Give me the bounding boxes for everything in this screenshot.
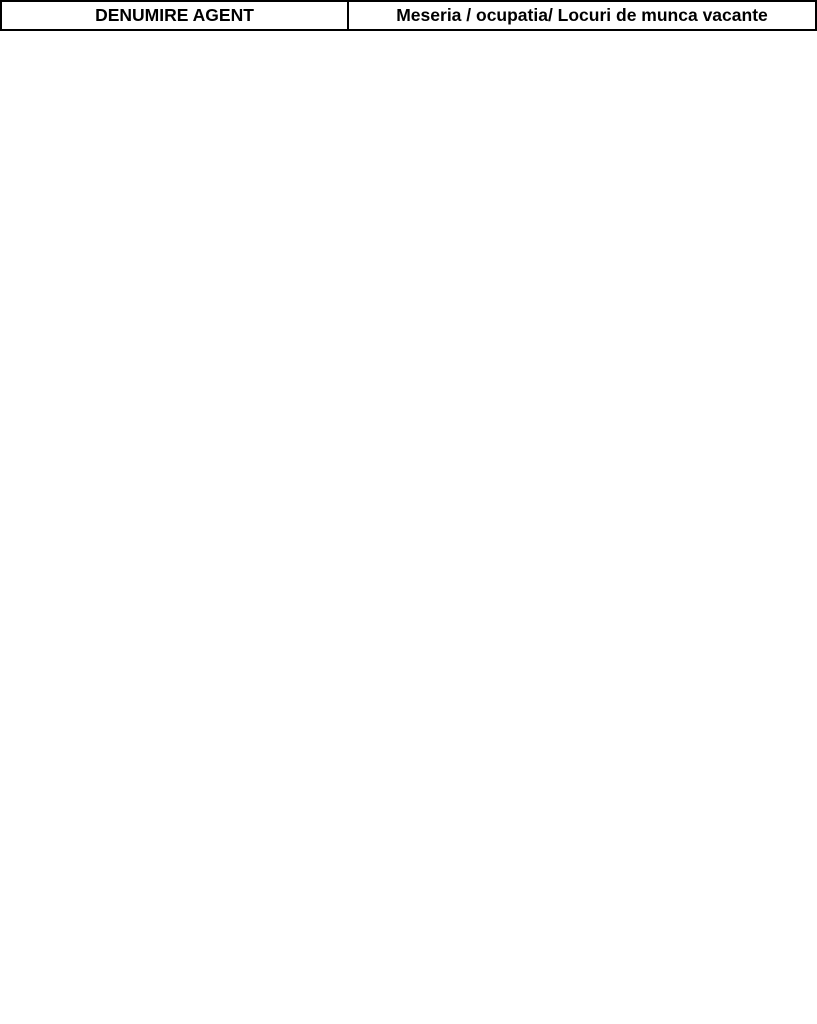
vacancies-table bbox=[0, 0, 817, 31]
agent-column-header: DENUMIRE AGENT bbox=[1, 1, 348, 30]
jobs-column-header: Meseria / ocupatia/ Locuri de munca vacante bbox=[348, 1, 816, 30]
header-row bbox=[1, 1, 816, 30]
